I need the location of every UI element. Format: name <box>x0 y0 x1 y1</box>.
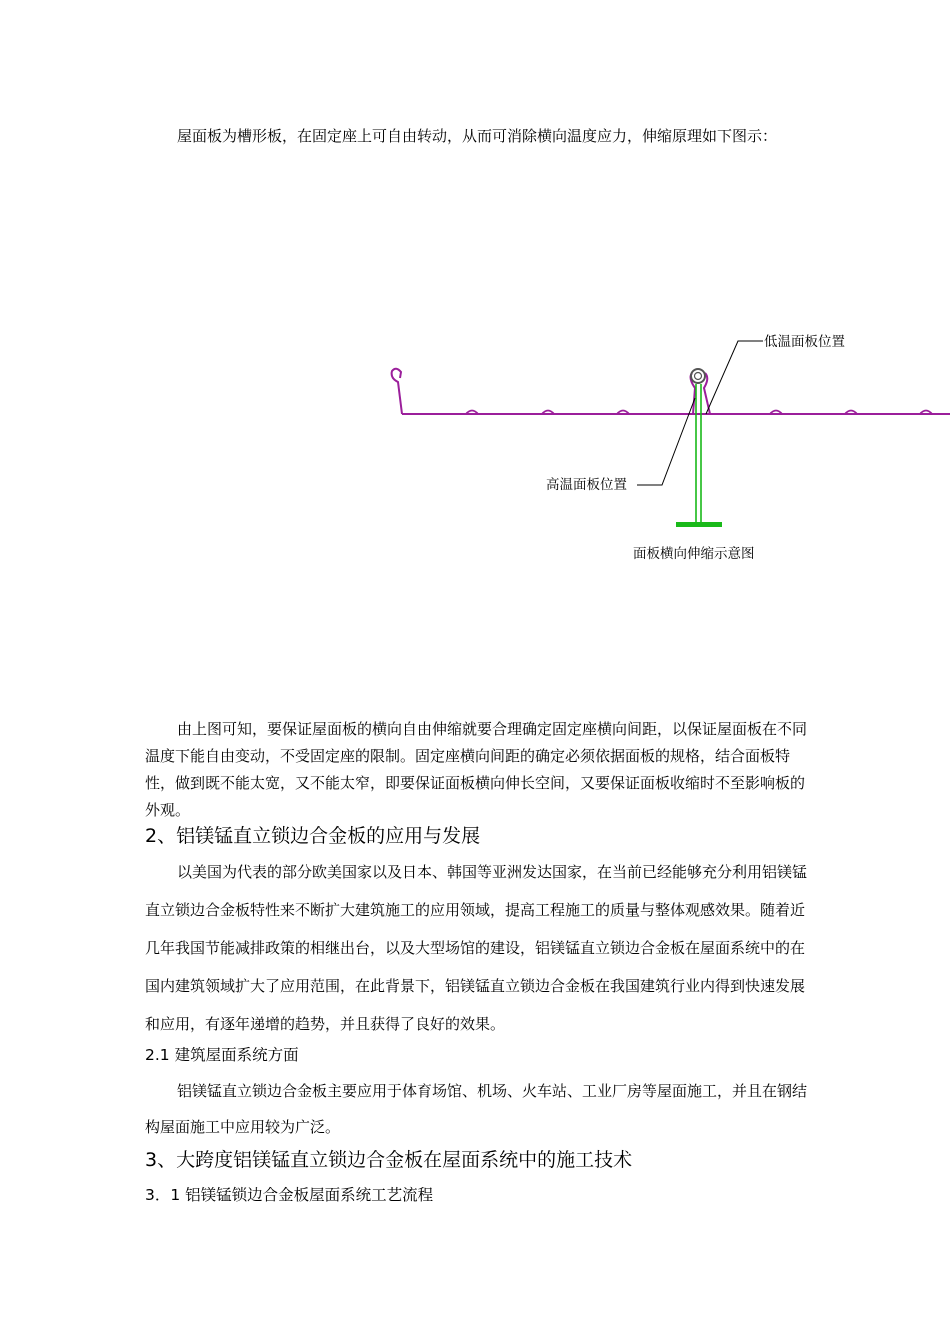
clip-base <box>676 522 722 527</box>
panel-expansion-diagram <box>380 320 950 562</box>
seam-head <box>691 369 705 383</box>
section-2-1-paragraph: 铝镁锰直立锁边合金板主要应用于体育场馆、机场、火车站、工业厂房等屋面施工，并且在钢结构屋面施工中应用较为广泛。 <box>145 1082 808 1136</box>
label-high-temp: 高温面板位置 <box>546 477 627 493</box>
label-low-temp: 低温面板位置 <box>764 334 845 350</box>
section-3-heading: 3、大跨度铝镁锰直立锁边合金板在屋面系统中的施工技术 <box>145 1149 633 1171</box>
section-2-1-heading: 2.1 建筑屋面系统方面 <box>145 1046 299 1064</box>
leader-high-temp <box>637 398 695 485</box>
after-figure-paragraph: 由上图可知，要保证屋面板的横向自由伸缩就要合理确定固定座横向间距，以保证屋面板在不同温度下能自由变动，不受固定座的限制。固定座横向间距的确定必须依据面板的规格，结合面板特性，做到既不能太宽，又不能太窄，即要保证面板横向伸长空间，又要保证面板收缩时不至影响板的外观。 <box>145 720 808 819</box>
section-2-heading: 2、铝镁锰直立锁边合金板的应用与发展 <box>145 825 481 847</box>
section-2-paragraph: 以美国为代表的部分欧美国家以及日本、韩国等亚洲发达国家，在当前已经能够充分利用铝镁锰直立锁边合金板特性来不断扩大建筑施工的应用领域，提高工程施工的质量与整体观感效果。随着近几年我国节能减排政策的相继出台，以及大型场馆的建设，铝镁锰直立锁边合金板在屋面系统中的在国内建筑领域扩大了应用范围，在此背景下，铝镁锰直立锁边合金板在我国建筑行业内得到快速发展和应用，有逐年递增的趋势，并且获得了良好的效果。 <box>145 863 808 1033</box>
figure-caption: 面板横向伸缩示意图 <box>633 546 755 562</box>
intro-paragraph: 屋面板为槽形板，在固定座上可自由转动，从而可消除横向温度应力，伸缩原理如下图示： <box>177 127 778 145</box>
seam-head-inner <box>695 373 702 380</box>
leader-low-temp <box>706 341 763 414</box>
panel-left-seam <box>392 369 402 414</box>
section-3-1-heading: 3．1 铝镁锰锁边合金板屋面系统工艺流程 <box>145 1186 434 1204</box>
